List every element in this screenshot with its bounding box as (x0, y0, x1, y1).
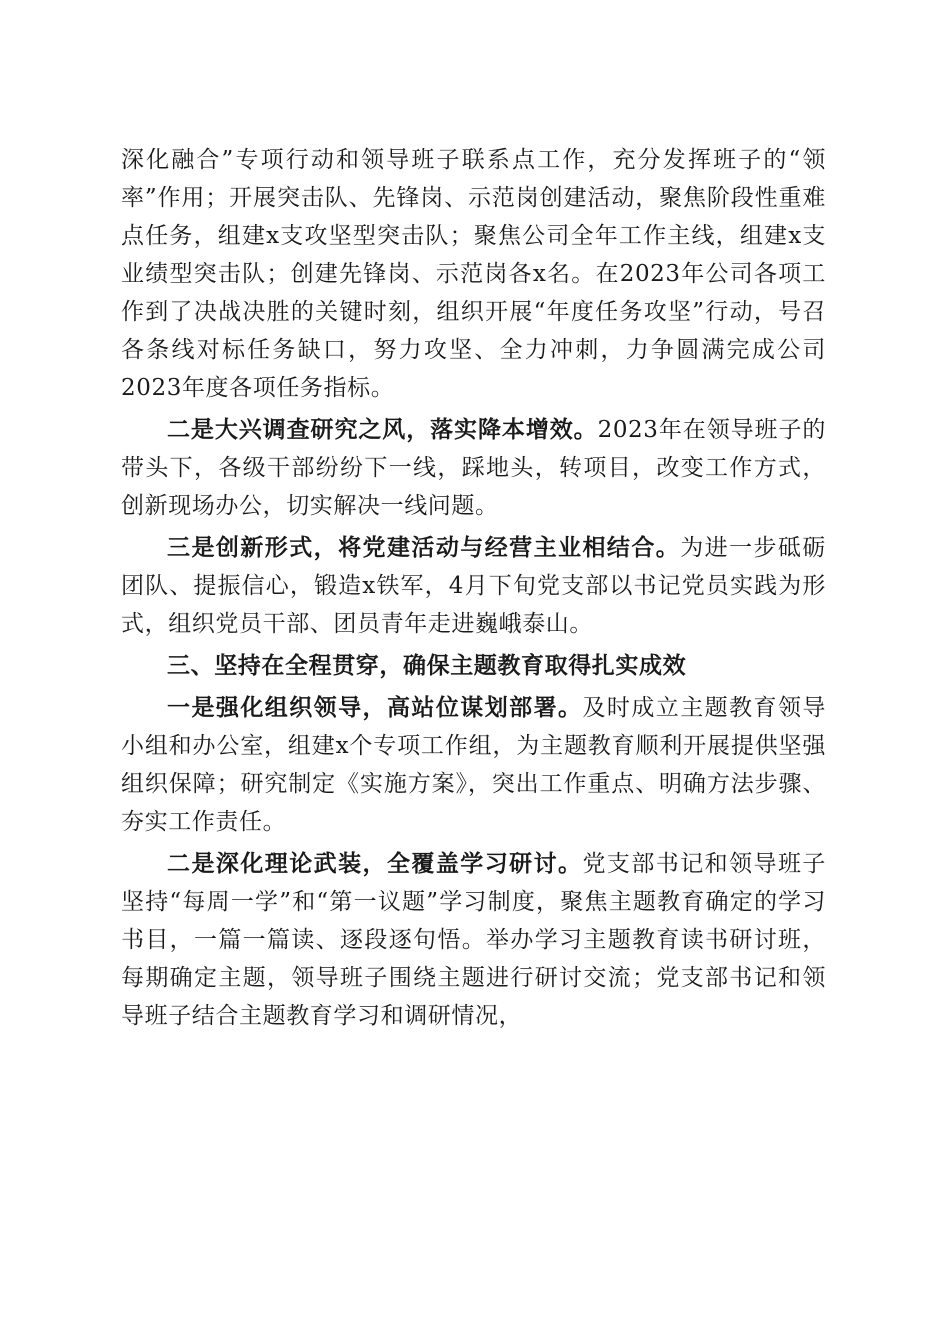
paragraph-text: 深化融合”专项行动和领导班子联系点工作，充分发挥班子的“领率”作用；开展突击队、先锋岗、示范岗创建活动，聚焦阶段性重难点任务，组建x支攻坚型突击队；聚焦公司全年工作主线，组建x支业绩型突击队；创建先锋岗、示范岗各x名。在2023年公司各项工作到了决战决胜的关键时刻，组织开展“年度任务攻坚”行动，号召各条线对标任务缺口，努力攻坚、全力冲刺，力争圆满完成公司2023年度各项任务指标。 (121, 147, 826, 401)
paragraph-continuation (121, 141, 826, 407)
section-heading: 三、坚持在全程贯穿，确保主题教育取得扎实成效 (167, 652, 687, 679)
paragraph-research (121, 411, 826, 525)
paragraph-text: 2023年在领导班子的带头下，各级干部纷纷下一线，踩地头，转项目，改变工作方式，创新现场办公，切实解决一线问题。 (121, 417, 826, 519)
paragraph-innovation (121, 529, 826, 643)
paragraph-text: 为进一步砥砺团队、提振信心，锻造x铁军，4月下旬党支部以书记党员实践为形式，组织党员干部、团员青年走进巍峨泰山。 (121, 535, 826, 637)
paragraph-organization (121, 689, 826, 841)
paragraph-theory (121, 845, 826, 1035)
paragraph-lead: 一是强化组织领导，高站位谋划部署。 (167, 694, 583, 721)
paragraph-lead: 二是大兴调查研究之风，落实降本增效。 (167, 416, 598, 443)
paragraph-lead: 二是深化理论武装，全覆盖学习研讨。 (167, 850, 583, 877)
paragraph-text: 及时成立主题教育领导小组和办公室，组建x个专项工作组，为主题教育顺利开展提供坚强组织保障；研究制定《实施方案》，突出工作重点、明确方法步骤、夯实工作责任。 (121, 695, 826, 835)
paragraph-lead: 三是创新形式，将党建活动与经营主业相结合。 (167, 534, 681, 561)
paragraph-text: 党支部书记和领导班子坚持“每周一学”和“第一议题”学习制度，聚焦主题教育确定的学习书目，一篇一篇读、逐段逐句悟。举办学习主题教育读书研讨班，每期确定主题，领导班子围绕主题进行研讨交流；党支部书记和领导班子结合主题教育学习和调研情况， (121, 851, 826, 1029)
document-body (121, 141, 826, 1035)
